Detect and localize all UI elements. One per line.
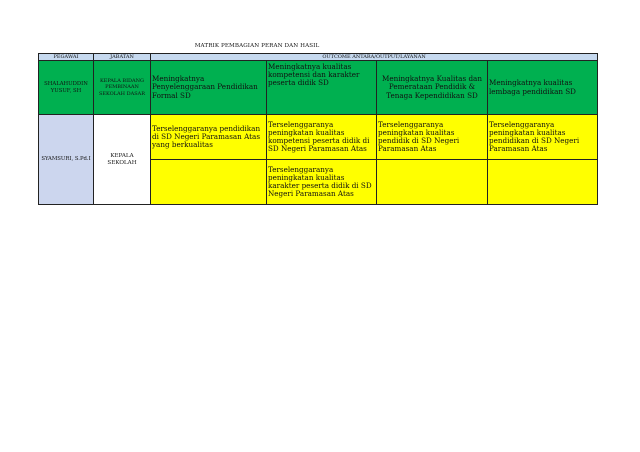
outcome-cell: Terselenggaranya peningkatan kualitas pendidikan di SD Negeri Paramasan Atas <box>488 115 598 160</box>
role-matrix-table <box>38 53 598 205</box>
outcome-cell: Terselenggaranya pendidikan di SD Negeri Paramasan Atas yang berkualitas <box>151 115 267 160</box>
outcome-cell: Meningkatnya kualitas lembaga pendidikan SD <box>488 61 598 115</box>
outcome-cell: Meningkatnya Kualitas dan Pemerataan Pendidik & Tenaga Kependidikan SD <box>377 61 488 115</box>
table-row <box>39 61 598 115</box>
document-title: MATRIK PEMBAGIAN PERAN DAN HASIL <box>194 43 320 49</box>
table-header-row <box>39 54 598 61</box>
outcome-cell <box>151 160 267 205</box>
table-row <box>39 115 598 160</box>
pegawai-cell: SYAMSURI, S.Pd.I <box>39 115 94 205</box>
header-pegawai: PEGAWAI <box>39 54 94 61</box>
outcome-cell: Meningkatnya kualitas kompetensi dan karakter peserta didik SD <box>267 61 377 115</box>
outcome-cell <box>488 160 598 205</box>
jabatan-cell: KEPALA SEKOLAH <box>94 115 151 205</box>
jabatan-cell: KEPALA BIDANG PEMBINAAN SEKOLAH DASAR <box>94 61 151 115</box>
outcome-cell: Terselenggaranya peningkatan kualitas karakter peserta didik di SD Negeri Paramasan Atas <box>267 160 377 205</box>
outcome-cell: Terselenggaranya peningkatan kualitas pendidik di SD Negeri Paramasan Atas <box>377 115 488 160</box>
outcome-cell: Meningkatnya Penyelenggaraan Pendidikan Formal SD <box>151 61 267 115</box>
header-outcome: OUTCOME ANTARA/OUTPUT/LAYANAN <box>151 54 598 61</box>
pegawai-cell: SHALAHUDDIN YUSUF, SH <box>39 61 94 115</box>
header-jabatan: JABATAN <box>94 54 151 61</box>
outcome-cell: Terselenggaranya peningkatan kualitas kompetensi peserta didik di SD Negeri Paramasan Atas <box>267 115 377 160</box>
outcome-cell <box>377 160 488 205</box>
